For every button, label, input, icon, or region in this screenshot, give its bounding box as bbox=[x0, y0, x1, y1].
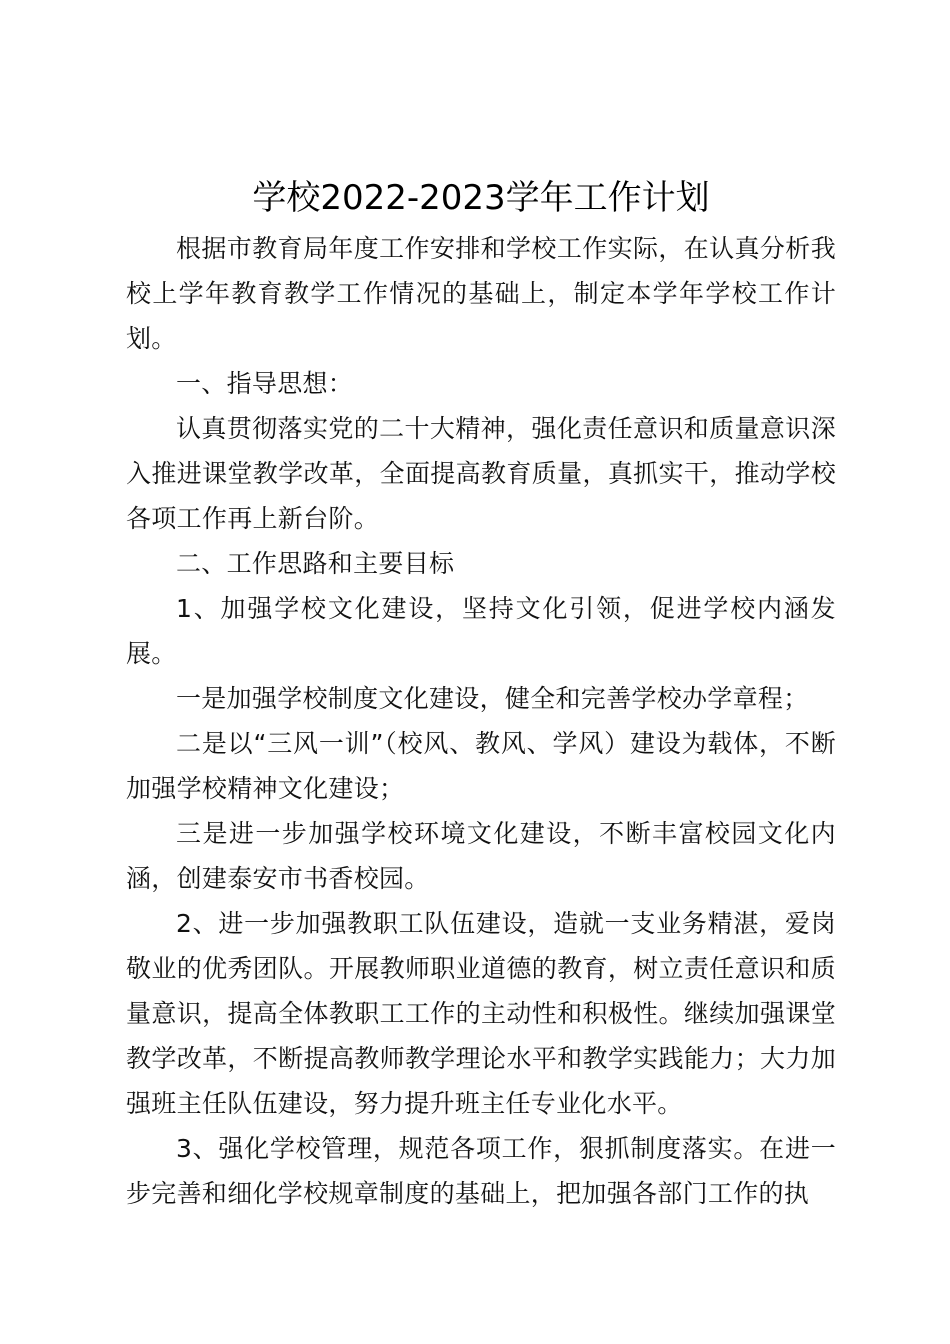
paragraph-item-1: 1、加强学校文化建设，坚持文化引领，促进学校内涵发展。 bbox=[126, 594, 836, 668]
document-title: 学校2022-2023学年工作计划 bbox=[252, 178, 710, 218]
heading-work-ideas-goals: 二、工作思路和主要目标 bbox=[176, 549, 455, 578]
paragraph-intro: 根据市教育局年度工作安排和学校工作实际，在认真分析我校上学年教育教学工作情况的基础上，制定本学年学校工作计划。 bbox=[126, 234, 836, 353]
paragraph-item-1-third: 三是进一步加强学校环境文化建设，不断丰富校园文化内涵，创建泰安市书香校园。 bbox=[126, 819, 836, 893]
paragraph-item-3: 3、强化学校管理，规范各项工作，狠抓制度落实。在进一步完善和细化学校规章制度的基础上，把加强各部门工作的执 bbox=[126, 1134, 836, 1208]
heading-guiding-ideology: 一、指导思想： bbox=[176, 369, 354, 398]
paragraph-guiding-ideology: 认真贯彻落实党的二十大精神，强化责任意识和质量意识深入推进课堂教学改革，全面提高教育质量，真抓实干，推动学校各项工作再上新台阶。 bbox=[126, 414, 836, 533]
document-body bbox=[126, 170, 836, 1216]
paragraph-item-1-second: 二是以“三风一训”（校风、教风、学风）建设为载体，不断加强学校精神文化建设； bbox=[126, 729, 836, 803]
paragraph-item-1-first: 一是加强学校制度文化建设，健全和完善学校办学章程； bbox=[176, 684, 809, 713]
paragraph-item-2: 2、进一步加强教职工队伍建设，造就一支业务精湛，爱岗敬业的优秀团队。开展教师职业道德的教育，树立责任意识和质量意识，提高全体教职工工作的主动性和积极性。继续加强课堂教学改革，不断提高教师教学理论水平和教学实践能力；大力加强班主任队伍建设，努力提升班主任专业化水平。 bbox=[126, 909, 836, 1118]
